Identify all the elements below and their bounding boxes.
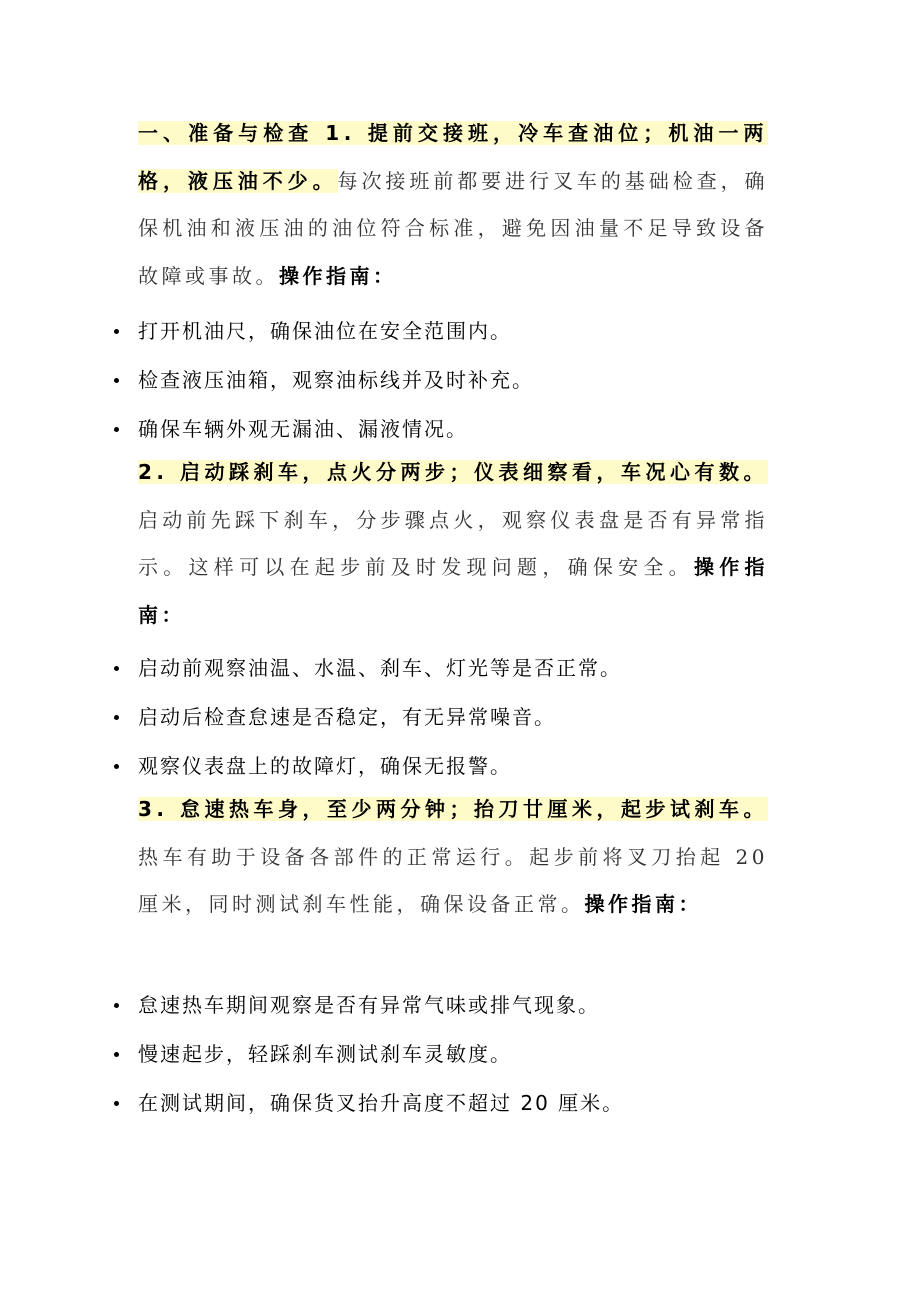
list-item: 观察仪表盘上的故障灯，确保无报警。 — [110, 742, 810, 791]
section-3-heading: 3. 怠速热车身，至少两分钟；抬刀廿厘米，起步试刹车。 — [138, 797, 768, 821]
section-2-paragraph — [138, 449, 768, 639]
list-item: 慢速起步，轻踩刹车测试刹车灵敏度。 — [110, 1030, 810, 1079]
bullet-icon — [114, 329, 119, 334]
bullet-icon — [114, 427, 119, 432]
bullet-icon — [114, 378, 119, 383]
section-1-bullet-list — [110, 307, 810, 454]
section-3-body: 热车有助于设备各部件的正常运行。起步前将叉刀抬起 20 厘米，同时测试刹车性能，确保设备正常。 — [138, 844, 768, 916]
list-item: 打开机油尺，确保油位在安全范围内。 — [110, 307, 810, 356]
list-item: 启动后检查怠速是否稳定，有无异常噪音。 — [110, 693, 810, 742]
section-1-heading: 一、准备与检查 1. 提前交接班，冷车查油位；机油一两格，液压油不少。 — [138, 121, 768, 193]
section-1-body: 每次接班前都要进行叉车的基础检查，确保机油和液压油的油位符合标准，避免因油量不足导致设备故障或事故。 — [138, 168, 769, 288]
section-1-paragraph — [138, 110, 768, 300]
list-item: 怠速热车期间观察是否有异常气味或排气现象。 — [110, 981, 810, 1030]
bullet-icon — [114, 666, 119, 671]
section-2-bullet-list — [110, 644, 810, 791]
section-2-body: 启动前先踩下刹车，分步骤点火，观察仪表盘是否有异常指示。这样可以在起步前及时发现问题，确保安全。 — [138, 507, 768, 579]
bullet-icon — [114, 715, 119, 720]
section-1-guide-label: 操作指南： — [279, 263, 397, 288]
section-3-bullet-list — [110, 981, 810, 1128]
bullet-icon — [114, 764, 119, 769]
section-3-guide-label: 操作指南： — [584, 892, 702, 916]
list-item: 确保车辆外观无漏油、漏液情况。 — [110, 405, 810, 454]
section-2-heading: 2. 启动踩刹车，点火分两步；仪表细察看，车况心有数。 — [138, 460, 768, 484]
list-item: 启动前观察油温、水温、刹车、灯光等是否正常。 — [110, 644, 810, 693]
bullet-icon — [114, 1003, 119, 1008]
section-3-paragraph — [138, 786, 768, 929]
list-item: 检查液压油箱，观察油标线并及时补充。 — [110, 356, 810, 405]
bullet-icon — [114, 1052, 119, 1057]
list-item: 在测试期间，确保货叉抬升高度不超过 20 厘米。 — [110, 1079, 810, 1128]
section-2-guide-label: 操作指南： — [138, 555, 769, 627]
bullet-icon — [114, 1101, 119, 1106]
